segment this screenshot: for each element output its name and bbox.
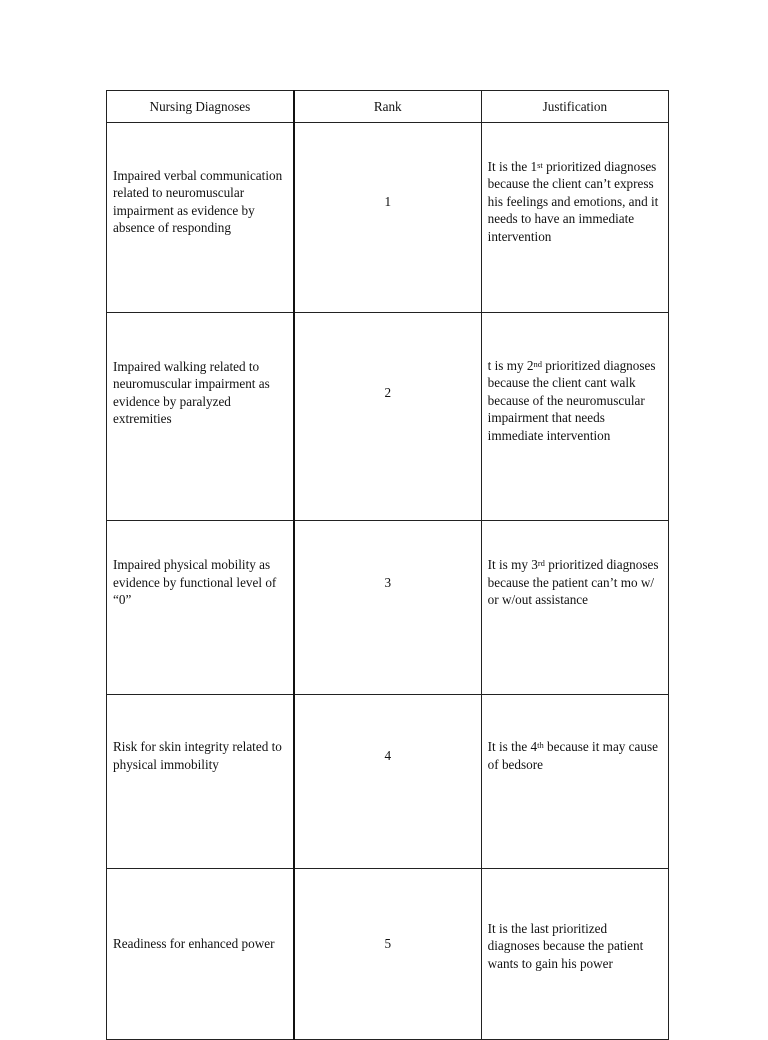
diagnosis-text: Impaired physical mobility as evidence by functional level of “0” bbox=[113, 557, 277, 608]
diagnosis-cell bbox=[107, 695, 294, 869]
table-row bbox=[107, 123, 669, 313]
rank-cell bbox=[294, 123, 481, 313]
justification-cell bbox=[481, 521, 668, 695]
justification-cell bbox=[481, 695, 668, 869]
nursing-diagnoses-table bbox=[106, 90, 669, 1040]
diagnosis-text: Impaired walking related to neuromuscular impairment as evidence by paralyzed extremities bbox=[113, 358, 270, 426]
diagnosis-text: Readiness for enhanced power bbox=[113, 936, 275, 952]
rank-text: 1 bbox=[384, 193, 392, 209]
diagnosis-cell bbox=[107, 521, 294, 695]
justification-cell bbox=[481, 313, 668, 521]
diagnosis-text: Impaired verbal communication related to neuromuscular impairment as evidence by absence of responding bbox=[113, 167, 283, 235]
table-row bbox=[107, 521, 669, 695]
justification-text: t is my 2nd prioritized diagnoses because the client cant walk because of the neuromuscular impairment that needs immediate intervention bbox=[487, 357, 656, 443]
header-rank: Rank bbox=[294, 91, 481, 123]
rank-cell bbox=[294, 695, 481, 869]
table-row bbox=[107, 313, 669, 521]
rank-cell bbox=[294, 313, 481, 521]
header-justification: Justification bbox=[481, 91, 668, 123]
diagnosis-text: Risk for skin integrity related to physical immobility bbox=[113, 739, 282, 772]
rank-text: 4 bbox=[384, 747, 392, 763]
rank-text: 2 bbox=[384, 384, 392, 400]
justification-text: It is the last prioritized diagnoses because the patient wants to gain his power bbox=[487, 920, 644, 971]
justification-cell bbox=[481, 869, 668, 1040]
table-row bbox=[107, 869, 669, 1040]
diagnosis-cell bbox=[107, 869, 294, 1040]
diagnosis-cell bbox=[107, 123, 294, 313]
diagnosis-cell bbox=[107, 313, 294, 521]
rank-cell bbox=[294, 521, 481, 695]
justification-text: It is the 4th because it may cause of bedsore bbox=[487, 739, 658, 772]
table-header-row bbox=[107, 91, 669, 123]
rank-text: 3 bbox=[384, 574, 392, 590]
table-row bbox=[107, 695, 669, 869]
header-nursing-diagnoses: Nursing Diagnoses bbox=[107, 91, 294, 123]
justification-cell bbox=[481, 123, 668, 313]
rank-text: 5 bbox=[384, 936, 392, 952]
rank-cell bbox=[294, 869, 481, 1040]
justification-text: It is the 1st prioritized diagnoses because the client can’t express his feelings and emotions, and it needs to have an immediate intervention bbox=[487, 158, 659, 244]
justification-text: It is my 3rd prioritized diagnoses because the patient can’t mo w/ or w/out assistance bbox=[487, 557, 659, 608]
